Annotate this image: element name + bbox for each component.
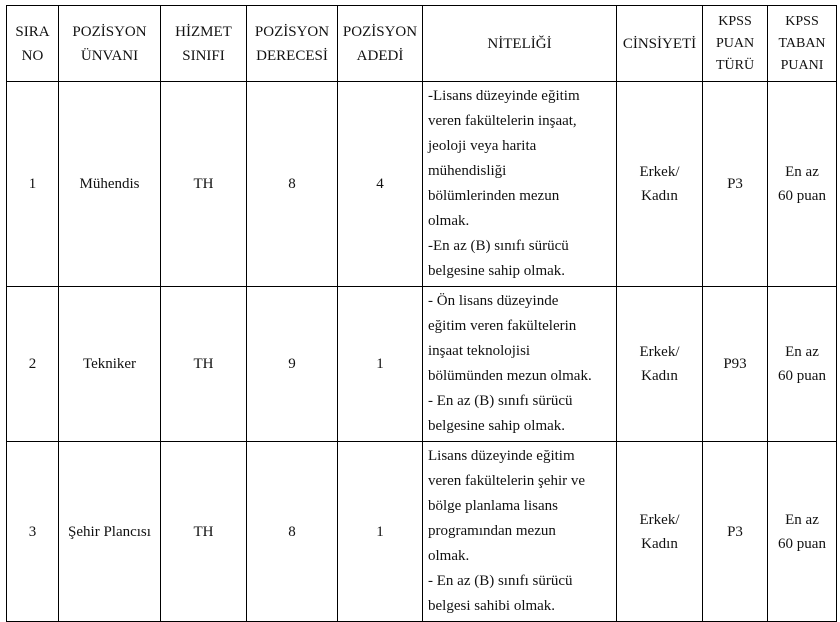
cell-puan-turu: P3 <box>703 82 768 287</box>
header-cinsiyet: CİNSİYETİ <box>617 6 703 82</box>
cell-unvan: Şehir Plancısı <box>59 442 161 622</box>
header-pozisyon-derecesi: POZİSYON DERECESİ <box>247 6 338 82</box>
cell-taban-puan: En az 60 puan <box>768 82 837 287</box>
positions-table <box>6 5 837 622</box>
header-pozisyon-unvani: POZİSYON ÜNVANI <box>59 6 161 82</box>
header-pozisyon-adedi: POZİSYON ADEDİ <box>338 6 423 82</box>
cell-hizmet: TH <box>161 442 247 622</box>
cell-hizmet: TH <box>161 287 247 442</box>
cell-taban-puan: En az 60 puan <box>768 442 837 622</box>
table-row <box>7 442 837 622</box>
header-row <box>7 6 837 82</box>
cell-derece: 8 <box>247 82 338 287</box>
cell-taban-puan: En az 60 puan <box>768 287 837 442</box>
cell-puan-turu: P93 <box>703 287 768 442</box>
cell-derece: 8 <box>247 442 338 622</box>
cell-sira: 3 <box>7 442 59 622</box>
cell-adet: 1 <box>338 442 423 622</box>
table-row <box>7 287 837 442</box>
header-kpss-puan-turu: KPSS PUAN TÜRÜ <box>703 6 768 82</box>
cell-hizmet: TH <box>161 82 247 287</box>
cell-sira: 2 <box>7 287 59 442</box>
table-row <box>7 82 837 287</box>
cell-derece: 9 <box>247 287 338 442</box>
header-kpss-taban-puani: KPSS TABAN PUANI <box>768 6 837 82</box>
cell-adet: 1 <box>338 287 423 442</box>
header-sira-no: SIRA NO <box>7 6 59 82</box>
cell-unvan: Mühendis <box>59 82 161 287</box>
header-nitelik: NİTELİĞİ <box>423 6 617 82</box>
cell-unvan: Tekniker <box>59 287 161 442</box>
cell-cinsiyet: Erkek/ Kadın <box>617 442 703 622</box>
cell-cinsiyet: Erkek/ Kadın <box>617 287 703 442</box>
cell-nitelik: -Lisans düzeyinde eğitim veren fakültelerin inşaat, jeoloji veya harita mühendisliği bölümlerinden mezun olmak. -En az (B) sınıfı sürücü belgesine sahip olmak. <box>423 82 617 287</box>
cell-adet: 4 <box>338 82 423 287</box>
cell-cinsiyet: Erkek/ Kadın <box>617 82 703 287</box>
cell-nitelik: Lisans düzeyinde eğitim veren fakültelerin şehir ve bölge planlama lisans programından mezun olmak. - En az (B) sınıfı sürücü belgesi sahibi olmak. <box>423 442 617 622</box>
cell-nitelik: - Ön lisans düzeyinde eğitim veren fakültelerin inşaat teknolojisi bölümünden mezun olmak. - En az (B) sınıfı sürücü belgesine sahip olmak. <box>423 287 617 442</box>
header-hizmet-sinifi: HİZMET SINIFI <box>161 6 247 82</box>
cell-sira: 1 <box>7 82 59 287</box>
cell-puan-turu: P3 <box>703 442 768 622</box>
